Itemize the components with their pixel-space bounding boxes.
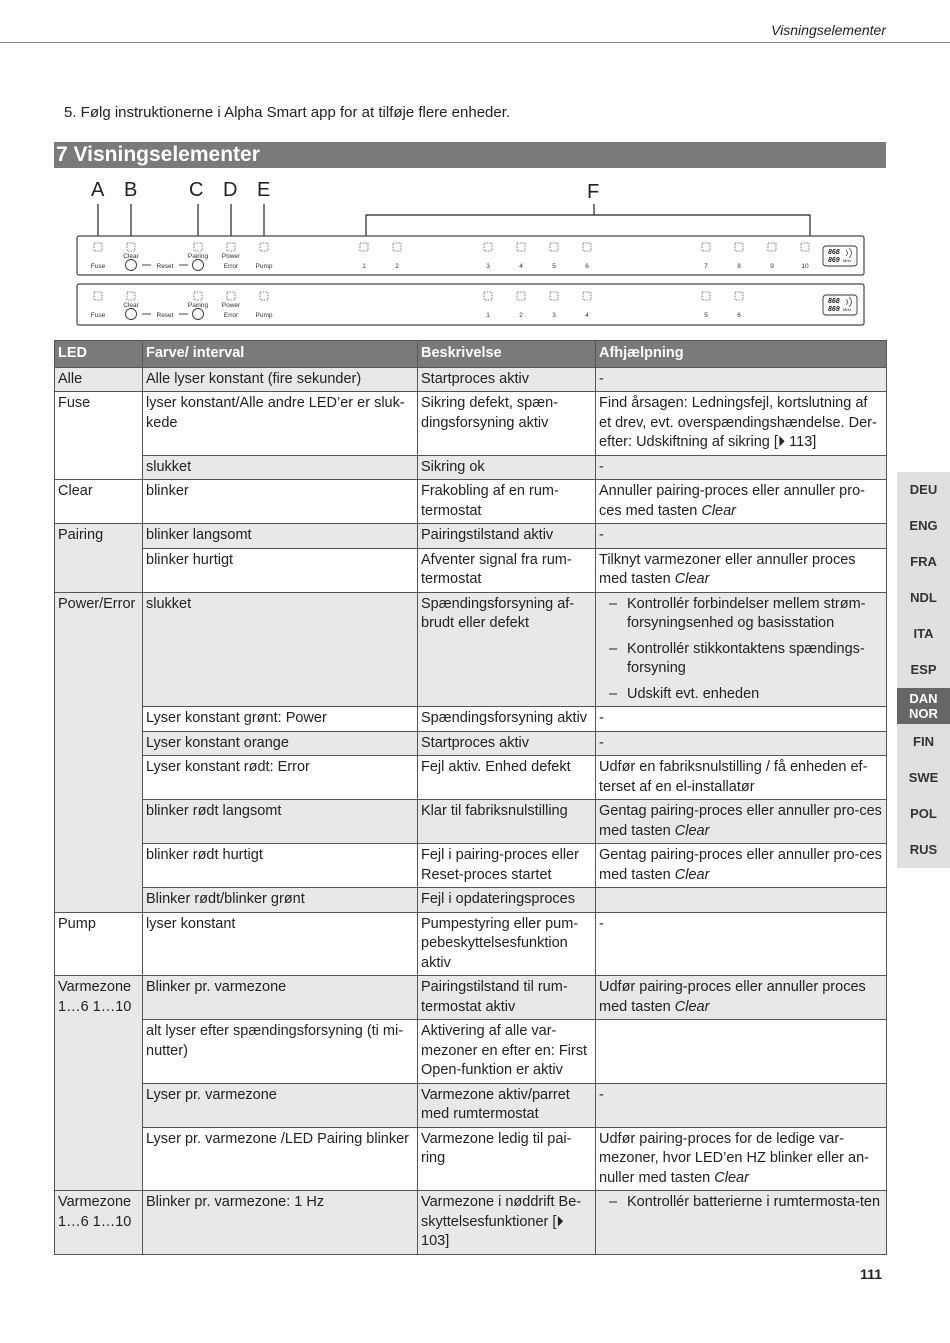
afhjaelpning-cell: Find årsagen: Ledningsfejl, kortslutning af et drev, evt. overspændingshændelse. Der-efter: Udskiftning af sikring [⏵ 113]	[596, 392, 887, 456]
zone-label: 5	[704, 312, 708, 319]
afhjaelpning-cell: Udfør pairing-proces eller annuller proces med tasten Clear	[596, 976, 887, 1020]
col-header-afhjaelpning: Afhjælpning	[596, 341, 887, 368]
label-pump: Pump	[255, 312, 273, 319]
section-heading: 7 Visningselementer	[54, 142, 886, 168]
table-row	[55, 888, 887, 913]
list-item: – Kontrollér batterierne i rumtermosta-ten	[599, 1193, 883, 1213]
led-cell: Alle	[55, 367, 143, 392]
beskrivelse-cell: Fejl aktiv. Enhed defekt	[418, 756, 596, 800]
label-pump: Pump	[255, 263, 273, 270]
language-tabs	[897, 472, 950, 868]
beskrivelse-cell: Startproces aktiv	[418, 731, 596, 756]
zone-label: 1	[362, 263, 366, 270]
label-error: Error	[223, 312, 239, 319]
page-number: 111	[860, 1266, 882, 1282]
farve-cell: Lyser konstant rødt: Error	[143, 756, 418, 800]
svg-text:868: 868	[828, 249, 840, 256]
farve-cell: blinker langsomt	[143, 524, 418, 549]
label-reset: Reset	[156, 312, 174, 319]
beskrivelse-cell: Frakobling af en rum-termostat	[418, 480, 596, 524]
beskrivelse-cell: Klar til fabriksnulstilling	[418, 800, 596, 844]
lang-tab-ita[interactable]: ITA	[897, 616, 950, 652]
key-clear: Clear	[674, 822, 710, 839]
panel-6-zones	[77, 284, 864, 325]
key-clear: Clear	[714, 1169, 749, 1186]
afhjaelpning-cell: Tilknyt varmezoner eller annuller proces med tasten Clear	[596, 548, 887, 592]
zone-label: 10	[801, 263, 809, 270]
table-row	[55, 1020, 887, 1084]
led-cell: Fuse	[55, 392, 143, 480]
table-row	[55, 844, 887, 888]
table-row	[55, 367, 887, 392]
beskrivelse-cell: Fejl i opdateringsproces	[418, 888, 596, 913]
lang-tab-esp[interactable]: ESP	[897, 652, 950, 688]
key-clear: Clear	[701, 502, 737, 519]
beskrivelse-cell: Spændingsforsyning af-brudt eller defekt	[418, 592, 596, 707]
afhjaelpning-cell: Gentag pairing-proces eller annuller pro-ces med tasten Clear	[596, 800, 887, 844]
led-cell: Power/Error	[55, 592, 143, 912]
zone-label: 2	[395, 263, 399, 270]
led-cell: Varmezone 1…6 1…10	[55, 1191, 143, 1255]
farve-cell: blinker	[143, 480, 418, 524]
key-clear: Clear	[674, 571, 710, 587]
table-row	[55, 1083, 887, 1127]
afhjaelpning-cell: Udfør en fabriksnulstilling / få enheden ef-terset af en el-installatør	[596, 756, 887, 800]
label-fuse: Fuse	[90, 263, 106, 270]
afhjaelpning-cell	[596, 592, 887, 707]
svg-text:MHz: MHz	[843, 258, 852, 263]
callout-b: B	[124, 179, 138, 201]
key-clear: Clear	[674, 998, 710, 1015]
afhjaelpning-cell: -	[596, 707, 887, 732]
beskrivelse-cell: Aktivering af alle var-mezoner en efter en: First Open-funktion er aktiv	[418, 1020, 596, 1084]
farve-cell: blinker rødt langsomt	[143, 800, 418, 844]
table-row	[55, 731, 887, 756]
beskrivelse-cell: Pairingstilstand til rum-termostat aktiv	[418, 976, 596, 1020]
header-rule	[0, 42, 950, 43]
lang-tab-fin[interactable]: FIN	[897, 724, 950, 760]
label-power: Power	[221, 253, 241, 260]
beskrivelse-cell: Sikring defekt, spæn-dingsforsyning aktiv	[418, 392, 596, 456]
led-cell: Pump	[55, 912, 143, 976]
afhjaelpning-cell: Gentag pairing-proces eller annuller pro-ces med tasten Clear	[596, 844, 887, 888]
beskrivelse-cell: Varmezone i nøddrift Be-skyttelsesfunktioner [⏵ 103]	[418, 1191, 596, 1255]
running-header-title: Visningselementer	[771, 22, 886, 38]
afhjaelpning-cell: -	[596, 1083, 887, 1127]
callout-d: D	[223, 179, 238, 201]
zone-label: 9	[770, 263, 774, 270]
beskrivelse-cell: Spændingsforsyning aktiv	[418, 707, 596, 732]
table-row	[55, 707, 887, 732]
led-cell: Pairing	[55, 524, 143, 593]
table-row	[55, 592, 887, 707]
farve-cell: Lyser pr. varmezone	[143, 1083, 418, 1127]
zone-label: 4	[585, 312, 589, 319]
lang-tab-deu[interactable]: DEU	[897, 472, 950, 508]
lang-tab-swe[interactable]: SWE	[897, 760, 950, 796]
beskrivelse-cell: Afventer signal fra rum-termostat	[418, 548, 596, 592]
label-power: Power	[221, 302, 241, 309]
callout-e: E	[257, 179, 271, 201]
callout-c: C	[189, 179, 204, 201]
beskrivelse-cell: Pairingstilstand aktiv	[418, 524, 596, 549]
farve-cell: Lyser konstant orange	[143, 731, 418, 756]
afhjaelpning-cell: -	[596, 524, 887, 549]
intro-step: 5. Følg instruktionerne i Alpha Smart app for at tilføje flere enheder.	[64, 104, 511, 121]
led-cell: Clear	[55, 480, 143, 524]
table-row	[55, 1127, 887, 1191]
zone-label: 2	[519, 312, 523, 319]
farve-cell: Lyser pr. varmezone /LED Pairing blinker	[143, 1127, 418, 1191]
table-row	[55, 756, 887, 800]
afhjaelpning-cell: -	[596, 455, 887, 480]
table-row	[55, 524, 887, 549]
afhjaelpning-cell	[596, 1191, 887, 1255]
svg-text:869: 869	[828, 306, 840, 313]
led-panel-illustration	[54, 170, 886, 330]
afhjaelpning-cell: -	[596, 731, 887, 756]
farve-cell: alt lyser efter spændingsforsyning (ti mi-nutter)	[143, 1020, 418, 1084]
lang-tab-fra[interactable]: FRA	[897, 544, 950, 580]
zone-label: 6	[737, 312, 741, 319]
farve-cell: Alle lyser konstant (fire sekunder)	[143, 367, 418, 392]
svg-text:MHz: MHz	[843, 307, 852, 312]
label-pairing: Pairing	[187, 302, 209, 309]
col-header-beskrivelse: Beskrivelse	[418, 341, 596, 368]
label-reset: Reset	[156, 263, 174, 270]
beskrivelse-cell: Pumpestyring eller pum-pebeskyttelsesfunktion aktiv	[418, 912, 596, 976]
zone-label: 3	[486, 263, 490, 270]
svg-text:868: 868	[828, 298, 840, 305]
table-row	[55, 912, 887, 976]
led-table	[54, 340, 887, 1255]
radio-badge-icon	[823, 246, 857, 266]
key-clear: Clear	[674, 866, 710, 883]
lang-tab-pol[interactable]: POL	[897, 796, 950, 832]
label-clear: Clear	[123, 253, 139, 260]
zone-label: 3	[552, 312, 556, 319]
afhjaelpning-cell	[596, 1020, 887, 1084]
table-row	[55, 455, 887, 480]
remedy-list	[599, 1193, 883, 1213]
farve-cell: Blinker pr. varmezone	[143, 976, 418, 1020]
farve-cell: Blinker pr. varmezone: 1 Hz	[143, 1191, 418, 1255]
label-error: Error	[223, 263, 239, 270]
table-row	[55, 480, 887, 524]
zone-label: 4	[519, 263, 523, 270]
farve-cell: blinker hurtigt	[143, 548, 418, 592]
panel-10-zones	[77, 236, 864, 275]
callout-a: A	[91, 179, 105, 201]
farve-cell: slukket	[143, 592, 418, 707]
farve-cell: blinker rødt hurtigt	[143, 844, 418, 888]
zone-label: 1	[486, 312, 490, 319]
zone-label: 5	[552, 263, 556, 270]
callout-f: F	[587, 181, 600, 203]
beskrivelse-cell: Fejl i pairing-proces eller Reset-proces startet	[418, 844, 596, 888]
table-row	[55, 800, 887, 844]
afhjaelpning-cell: -	[596, 912, 887, 976]
remedy-list	[599, 595, 883, 705]
radio-badge-icon	[823, 295, 857, 315]
list-item: – Kontrollér stikkontaktens spændings-forsyning	[599, 640, 883, 679]
lang-tab-eng[interactable]: ENG	[897, 508, 950, 544]
led-name: Varmezone 1…6 1…10	[58, 979, 132, 1015]
col-header-led: LED	[55, 341, 143, 368]
label-fuse: Fuse	[90, 312, 106, 319]
beskrivelse-cell: Varmezone aktiv/parret med rumtermostat	[418, 1083, 596, 1127]
zone-label: 7	[704, 263, 708, 270]
svg-text:869: 869	[828, 257, 840, 264]
farve-cell: Lyser konstant grønt: Power	[143, 707, 418, 732]
list-item: – Kontrollér forbindelser mellem strøm-forsyningsenhed og basisstation	[599, 595, 883, 634]
farve-cell: lyser konstant/Alle andre LED’er er sluk-kede	[143, 392, 418, 456]
afhjaelpning-cell	[596, 888, 887, 913]
lang-tab-rus[interactable]: RUS	[897, 832, 950, 868]
table-header-row	[55, 341, 887, 368]
led-cell	[55, 976, 143, 1191]
list-item: – Udskift evt. enheden	[599, 685, 883, 705]
table-row	[55, 548, 887, 592]
zone-label: 6	[585, 263, 589, 270]
farve-cell: slukket	[143, 455, 418, 480]
table-row	[55, 976, 887, 1020]
beskrivelse-cell: Varmezone ledig til pai-ring	[418, 1127, 596, 1191]
label-pairing: Pairing	[187, 253, 209, 260]
afhjaelpning-cell: Annuller pairing-proces eller annuller pro-ces med tasten Clear	[596, 480, 887, 524]
lang-tab-ndl[interactable]: NDL	[897, 580, 950, 616]
lang-tab-dan-nor[interactable]: DAN NOR	[897, 688, 950, 724]
table-row	[55, 392, 887, 456]
col-header-farve: Farve/ interval	[143, 341, 418, 368]
zone-label: 8	[737, 263, 741, 270]
afhjaelpning-cell: -	[596, 367, 887, 392]
beskrivelse-cell: Sikring ok	[418, 455, 596, 480]
label-clear: Clear	[123, 302, 139, 309]
farve-cell: lyser konstant	[143, 912, 418, 976]
farve-cell: Blinker rødt/blinker grønt	[143, 888, 418, 913]
afhjaelpning-cell: Udfør pairing-proces for de ledige var-mezoner, hvor LED’en HZ blinker eller an-nuller med tasten Clear	[596, 1127, 887, 1191]
beskrivelse-cell: Startproces aktiv	[418, 367, 596, 392]
table-row	[55, 1191, 887, 1255]
